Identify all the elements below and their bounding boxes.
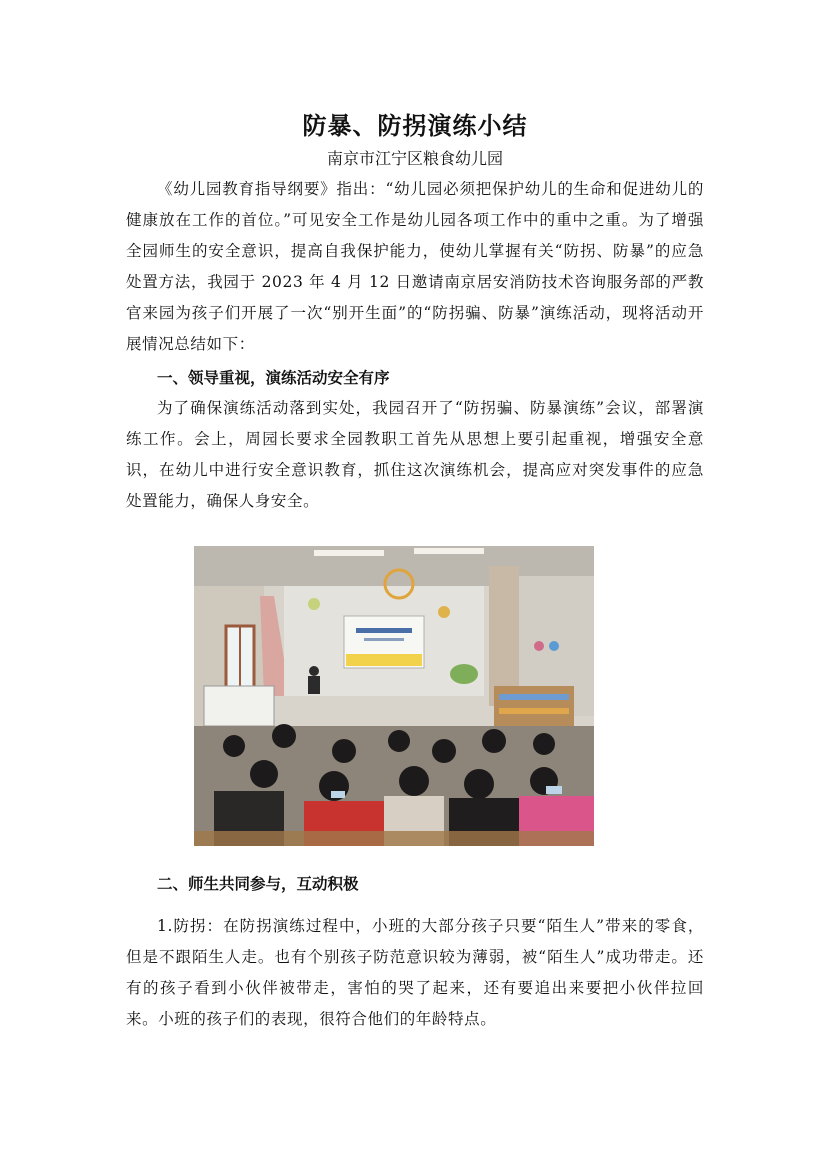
- intro-paragraph: 《幼儿园教育指导纲要》指出：“幼儿园必须把保护幼儿的生命和促进幼儿的健康放在工作的首位。”可见安全工作是幼儿园各项工作中的重中之重。为了增强全园师生的安全意识，提高自我保护能力，使幼儿掌握有关“防拐、防暴”的应急处置方法，我园于 2023 年 4 月 12 日邀请南京居安消防技术咨询服务部的严教官来园为孩子们开展了一次“别开生面”的“防拐骗、防暴”演练活动，现将活动开展情况总结如下：: [126, 180, 704, 353]
- section2-heading: 二、师生共同参与，互动积极: [157, 874, 359, 893]
- document-page: [126, 96, 704, 517]
- meeting-photo: [194, 546, 594, 846]
- section2-item1: 1.防拐：在防拐演练过程中，小班的大部分孩子只要“陌生人”带来的零食，但是不跟陌生人走。也有个别孩子防范意识较为薄弱，被“陌生人”成功带走。还有的孩子看到小伙伴被带走，害怕的哭了起来，还有要追出来要把小伙伴拉回来。小班的孩子们的表现，很符合他们的年龄特点。: [126, 917, 704, 1028]
- section1-paragraph: 为了确保演练活动落到实处，我园召开了“防拐骗、防暴演练”会议，部署演练工作。会上，周园长要求全园教职工首先从思想上要引起重视，增强安全意识，在幼儿中进行安全意识教育，抓住这次演练机会，提高应对突发事件的应急处置能力，确保人身安全。: [126, 399, 704, 510]
- section1-heading: 一、领导重视，演练活动安全有序: [157, 368, 390, 387]
- document-title: 防暴、防拐演练小结: [302, 111, 528, 140]
- section2: [126, 868, 704, 1035]
- document-subtitle: 南京市江宁区粮食幼儿园: [326, 149, 503, 168]
